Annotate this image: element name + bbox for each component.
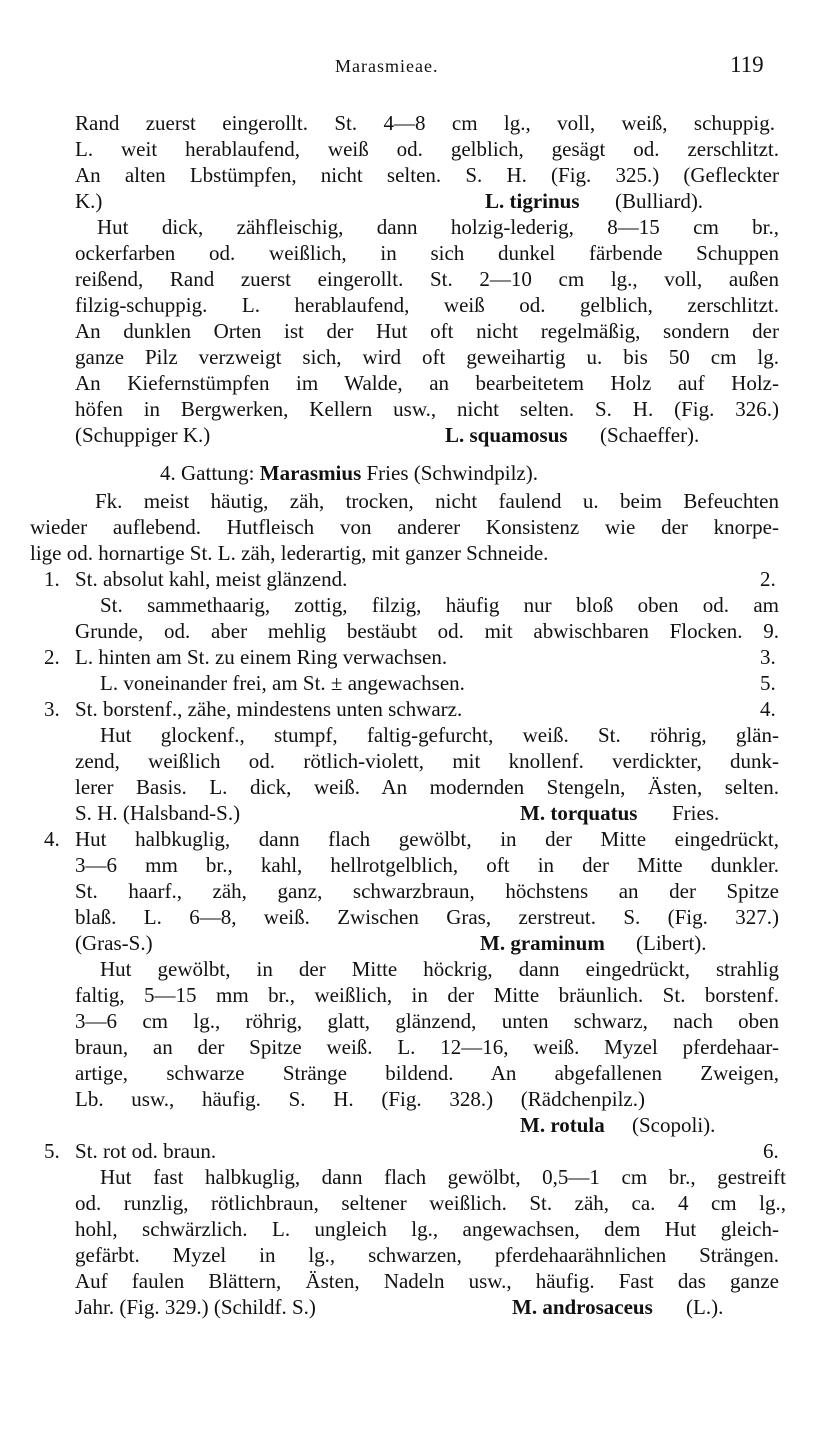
key-target: 5.: [760, 671, 776, 695]
genus-name: Marasmius: [259, 461, 362, 485]
running-head: Marasmieae.: [335, 56, 439, 76]
text-line: gefärbt. Myzel in lg., schwarzen, pferdehaarähnlichen Strängen.: [75, 1243, 779, 1267]
text-line: faltig, 5—15 mm br., weißlich, in der Mitte bräunlich. St. borstenf.: [75, 983, 779, 1007]
text-line: (Gras-S.): [75, 931, 153, 955]
key-target: 3.: [760, 645, 776, 669]
key-lead: St. absolut kahl, meist glänzend.: [75, 567, 348, 591]
key-lead: St. rot od. braun.: [75, 1139, 217, 1163]
species-author: Fries.: [672, 801, 720, 825]
text-line: lerer Basis. L. dick, weiß. An modernden Stengeln, Ästen, selten.: [75, 775, 779, 799]
key-lead: Grunde, od. aber mehlig bestäubt od. mit abwischbaren Flocken. 9.: [75, 619, 779, 643]
genus-author: Fries (Schwindpilz).: [366, 461, 538, 485]
genus-heading: [160, 460, 780, 486]
text-line: Auf faulen Blättern, Ästen, Nadeln usw., häufig. Fast das ganze: [75, 1269, 779, 1293]
key-lead: St. sammethaarig, zottig, filzig, häufig nur bloß oben od. am: [100, 593, 779, 617]
page-number: 119: [730, 52, 764, 77]
text-line: An Kiefernstümpfen im Walde, an bearbeitetem Holz auf Holz-: [75, 371, 779, 395]
species-name: [480, 930, 635, 956]
key-target: 4.: [760, 697, 776, 721]
key-target: 2.: [760, 567, 776, 591]
species-name-text: L. squamosus: [445, 423, 568, 447]
text-line: Jahr. (Fig. 329.) (Schildf. S.): [75, 1295, 316, 1319]
species-name-text: L. tigrinus: [485, 189, 580, 213]
text-line: St. haarf., zäh, ganz, schwarzbraun, höchstens an der Spitze: [75, 879, 779, 903]
text-line: Hut dick, zähfleischig, dann holzig-lederig, 8—15 cm br.,: [97, 215, 779, 239]
text-line: Rand zuerst eingerollt. St. 4—8 cm lg., voll, weiß, schuppig.: [75, 111, 775, 135]
key-number: 3.: [44, 697, 60, 721]
text-line: Hut gewölbt, in der Mitte höckrig, dann eingedrückt, strahlig: [100, 957, 779, 981]
key-target: 6.: [763, 1139, 779, 1163]
genus-number: 4. Gattung:: [160, 461, 255, 485]
species-name-text: M. graminum: [480, 931, 605, 955]
text-line: ockerfarben od. weißlich, in sich dunkel färbende Schuppen: [75, 241, 779, 265]
text-line: zend, weißlich od. rötlich-violett, mit knollenf. verdickter, dunk-: [75, 749, 779, 773]
text-line: Hut glockenf., stumpf, faltig-gefurcht, weiß. St. röhrig, glän-: [100, 723, 779, 747]
text-line: braun, an der Spitze weiß. L. 12—16, weiß. Myzel pferdehaar-: [75, 1035, 779, 1059]
text-line: Fk. meist häutig, zäh, trocken, nicht faulend u. beim Befeuchten: [95, 489, 779, 513]
text-line: blaß. L. 6—8, weiß. Zwischen Gras, zerstreut. S. (Fig. 327.): [75, 905, 779, 929]
species-name-text: M. torquatus: [520, 801, 638, 825]
key-number: 4.: [44, 827, 60, 851]
species-author: (L.).: [686, 1295, 724, 1319]
text-line: Lb. usw., häufig. S. H. (Fig. 328.) (Rädchenpilz.): [75, 1087, 645, 1111]
text-line: L. weit herablaufend, weiß od. gelblich, gesägt od. zerschlitzt.: [75, 137, 779, 161]
text-line: höfen in Bergwerken, Kellern usw., nicht selten. S. H. (Fig. 326.): [75, 397, 779, 421]
text-line: S. H. (Halsband-S.): [75, 801, 241, 825]
key-number: 5.: [44, 1139, 60, 1163]
text-line: filzig-schuppig. L. herablaufend, weiß od. gelblich, zerschlitzt.: [75, 293, 779, 317]
text-line: K.): [75, 189, 103, 213]
species-name: [520, 800, 670, 826]
text-line: lige od. hornartige St. L. zäh, lederartig, mit ganzer Schneide.: [30, 541, 549, 565]
key-lead: L. hinten am St. zu einem Ring verwachsen.: [75, 645, 448, 669]
text-line: od. runzlig, rötlichbraun, seltener weißlich. St. zäh, ca. 4 cm lg.,: [75, 1191, 786, 1215]
text-line: (Schuppiger K.): [75, 423, 211, 447]
species-name-text: M. androsaceus: [512, 1295, 653, 1319]
key-lead: L. voneinander frei, am St. ± angewachsen.: [100, 671, 465, 695]
species-name: [520, 1112, 640, 1138]
text-line: An alten Lbstümpfen, nicht selten. S. H. (Fig. 325.) (Gefleckter: [75, 163, 779, 187]
text-line: artige, schwarze Stränge bildend. An abgefallenen Zweigen,: [75, 1061, 779, 1085]
key-number: 1.: [44, 567, 60, 591]
species-author: (Schaeffer).: [600, 423, 700, 447]
text-line: 3—6 mm br., kahl, hellrotgelblich, oft in der Mitte dunkler.: [75, 853, 779, 877]
species-name: [512, 1294, 682, 1320]
species-author: (Bulliard).: [615, 189, 704, 213]
species-name: [445, 422, 595, 448]
text-line: wieder auflebend. Hutfleisch von anderer Konsistenz wie der knorpe-: [30, 515, 779, 539]
species-name: [485, 188, 615, 214]
text-line: reißend, Rand zuerst eingerollt. St. 2—10 cm lg., voll, außen: [75, 267, 779, 291]
species-author: (Libert).: [636, 931, 707, 955]
text-line: Hut fast halbkuglig, dann flach gewölbt, 0,5—1 cm br., gestreift: [100, 1165, 786, 1189]
text-line: Hut halbkuglig, dann flach gewölbt, in der Mitte eingedrückt,: [75, 827, 779, 851]
key-lead: St. borstenf., zähe, mindestens unten schwarz.: [75, 697, 463, 721]
text-line: ganze Pilz verzweigt sich, wird oft geweihartig u. bis 50 cm lg.: [75, 345, 779, 369]
species-name-text: M. rotula: [520, 1113, 605, 1137]
text-line: An dunklen Orten ist der Hut oft nicht regelmäßig, sondern der: [75, 319, 779, 343]
text-line: hohl, schwärzlich. L. ungleich lg., angewachsen, dem Hut gleich-: [75, 1217, 779, 1241]
text-line: 3—6 cm lg., röhrig, glatt, glänzend, unten schwarz, nach oben: [75, 1009, 779, 1033]
species-author: (Scopoli).: [632, 1113, 716, 1137]
key-number: 2.: [44, 645, 60, 669]
page-header: [0, 52, 830, 82]
